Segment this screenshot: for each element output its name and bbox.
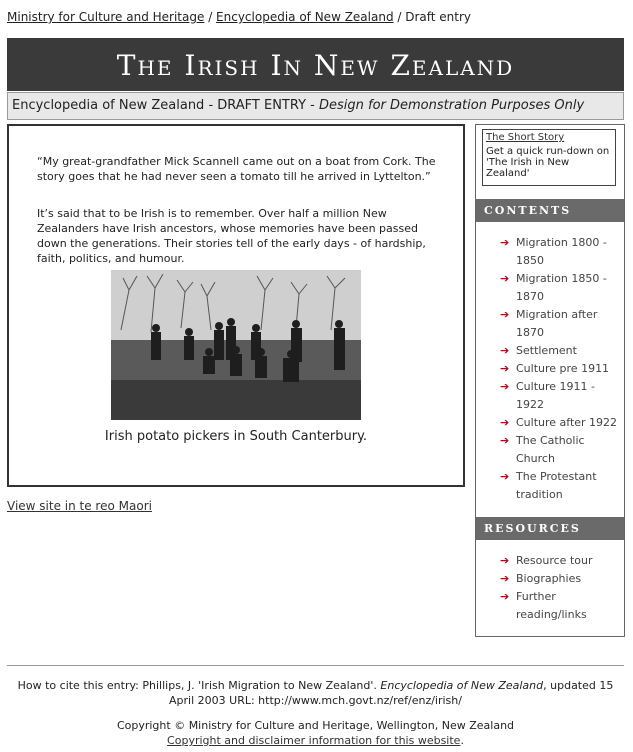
- arrow-icon: ➔: [500, 572, 510, 585]
- disclaimer-link[interactable]: Copyright and disclaimer information for this website: [167, 734, 461, 747]
- citation: [7, 678, 624, 708]
- contents-item[interactable]: [500, 468, 624, 504]
- short-story-box: [482, 129, 616, 186]
- photo-illustration: [111, 270, 361, 420]
- arrow-icon: ➔: [500, 470, 510, 483]
- resources-item[interactable]: [500, 588, 624, 624]
- short-story-link[interactable]: The Short Story: [486, 132, 565, 143]
- contents-list: [500, 234, 624, 504]
- arrow-icon: ➔: [500, 308, 510, 321]
- contents-item[interactable]: [500, 414, 624, 432]
- arrow-icon: ➔: [500, 554, 510, 567]
- arrow-icon: ➔: [500, 236, 510, 249]
- contents-item[interactable]: [500, 342, 624, 360]
- resources-item[interactable]: [500, 552, 624, 570]
- contents-item[interactable]: [500, 432, 624, 468]
- disclaimer-end: .: [460, 734, 464, 747]
- contents-item[interactable]: [500, 306, 624, 342]
- breadcrumb-link-ministry[interactable]: Ministry for Culture and Heritage: [7, 10, 205, 24]
- footer-divider: [7, 665, 624, 666]
- site-banner: [7, 38, 624, 91]
- main-panel: [7, 124, 465, 487]
- arrow-icon: ➔: [500, 380, 510, 393]
- contents-item-label: The Protestant tradition: [516, 470, 597, 501]
- short-story-text: Get a quick run-down on 'The Irish in New Zealand': [486, 146, 610, 179]
- subtitle-note: Design for Demonstration Purposes Only: [318, 98, 585, 113]
- disclaimer-line: [7, 733, 624, 748]
- arrow-icon: ➔: [500, 344, 510, 357]
- resources-item[interactable]: [500, 570, 624, 588]
- contents-item-label: Migration after 1870: [516, 308, 598, 339]
- subtitle-text: Encyclopedia of New Zealand - DRAFT ENTRY -: [12, 98, 319, 113]
- arrow-icon: ➔: [500, 590, 510, 603]
- arrow-icon: ➔: [500, 272, 510, 285]
- contents-item[interactable]: [500, 360, 624, 378]
- contents-item-label: Culture 1911 - 1922: [516, 380, 595, 411]
- contents-item[interactable]: [500, 270, 624, 306]
- citation-source: Encyclopedia of New Zealand: [380, 679, 544, 692]
- resources-item-label: Resource tour: [516, 554, 593, 567]
- contents-item-label: Culture after 1922: [516, 416, 618, 429]
- contents-heading: CONTENTS: [476, 199, 624, 222]
- citation-prefix: How to cite this entry: Phillips, J. 'Irish Migration to New Zealand'.: [17, 679, 381, 692]
- intro-paragraph: It’s said that to be Irish is to remember. Over half a million New Zealanders have Irish ancestors, whose memories have been passed down the generations. Their stories tell of the early days - of hardship, faith, politics, and humour.: [37, 207, 426, 265]
- copyright-text: Copyright © Ministry for Culture and Heritage, Wellington, New Zealand: [116, 719, 515, 732]
- contents-item-label: Migration 1800 - 1850: [516, 236, 607, 267]
- citation-suffix: , updated 15 April 2003 URL: http://www.mch.govt.nz/ref/enz/irish/: [169, 679, 614, 707]
- contents-item-label: Settlement: [516, 344, 577, 357]
- resources-list: [500, 552, 624, 624]
- page-title: The Irish In New Zealand: [116, 49, 515, 82]
- copyright: [7, 718, 624, 748]
- arrow-icon: ➔: [500, 416, 510, 429]
- subtitle-bar: [7, 92, 624, 120]
- breadcrumb-current: Draft entry: [405, 10, 472, 24]
- contents-item-label: Culture pre 1911: [516, 362, 610, 375]
- potato-pickers-photo: [111, 270, 361, 420]
- breadcrumb-link-encyclopedia[interactable]: Encyclopedia of New Zealand: [216, 10, 394, 24]
- resources-heading: RESOURCES: [476, 517, 624, 540]
- intro-quote: “My great-grandfather Mick Scannell came out on a boat from Cork. The story goes that he had never seen a tomato till he arrived in Lyttelton.”: [37, 155, 436, 183]
- sidebar: [475, 124, 625, 637]
- arrow-icon: ➔: [500, 362, 510, 375]
- contents-item[interactable]: [500, 378, 624, 414]
- resources-item-label: Biographies: [516, 572, 582, 585]
- contents-item-label: The Catholic Church: [516, 434, 585, 465]
- te-reo-link[interactable]: View site in te reo Maori: [7, 499, 152, 513]
- arrow-icon: ➔: [500, 434, 510, 447]
- breadcrumb-separator: /: [393, 10, 406, 24]
- contents-item[interactable]: [500, 234, 624, 270]
- photo-caption: Irish potato pickers in South Canterbury.: [104, 429, 368, 444]
- breadcrumb-separator: /: [204, 10, 217, 24]
- resources-item-label: Further reading/links: [516, 590, 587, 621]
- contents-item-label: Migration 1850 - 1870: [516, 272, 607, 303]
- breadcrumb: [7, 10, 471, 24]
